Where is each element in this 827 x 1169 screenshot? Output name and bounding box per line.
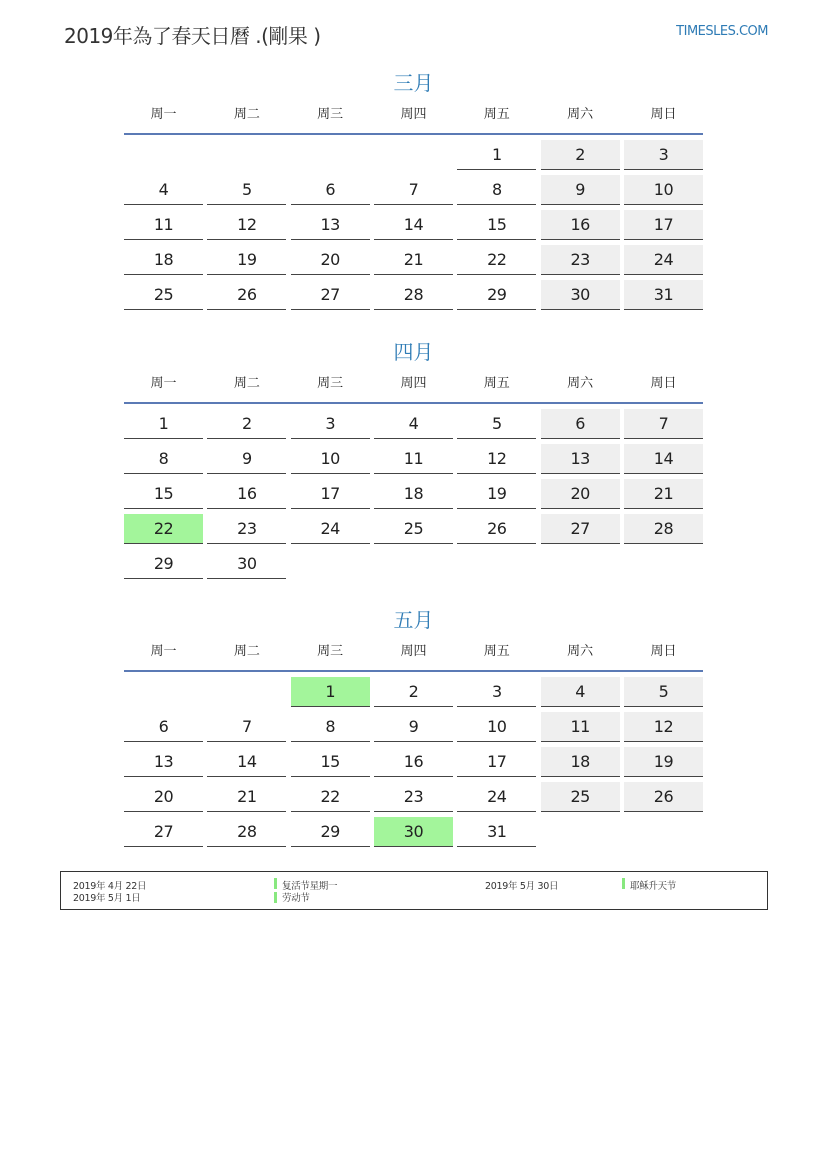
page-title: 2019年為了春天日曆 .(剛果 ) [64, 24, 321, 48]
day-cell: 10 [624, 175, 703, 205]
day-cell: 3 [624, 140, 703, 170]
day-cell: 5 [624, 677, 703, 707]
day-grid [124, 677, 703, 847]
weekday-label: 周一 [150, 376, 177, 391]
weekday-label: 周四 [400, 107, 427, 122]
day-cell: 15 [291, 747, 370, 777]
day-cell: 21 [624, 479, 703, 509]
day-cell: 12 [457, 444, 536, 474]
month-march [124, 70, 703, 310]
day-cell: 17 [457, 747, 536, 777]
day-cell: 5 [207, 175, 286, 205]
day-cell: 28 [207, 817, 286, 847]
empty-cell [457, 549, 536, 578]
weekday-label: 周日 [650, 644, 677, 659]
day-cell: 11 [124, 210, 203, 240]
day-cell: 11 [541, 712, 620, 742]
empty-cell [207, 677, 286, 706]
day-cell: 18 [541, 747, 620, 777]
day-cell: 18 [374, 479, 453, 509]
day-cell: 4 [374, 409, 453, 439]
day-cell: 25 [541, 782, 620, 812]
day-cell: 10 [457, 712, 536, 742]
day-cell: 18 [124, 245, 203, 275]
header-rule [124, 133, 703, 135]
day-cell: 6 [541, 409, 620, 439]
day-cell: 7 [624, 409, 703, 439]
weekday-label: 周三 [317, 376, 344, 391]
day-cell: 23 [541, 245, 620, 275]
day-cell: 25 [374, 514, 453, 544]
day-cell: 13 [124, 747, 203, 777]
day-cell: 8 [124, 444, 203, 474]
day-cell: 7 [374, 175, 453, 205]
day-grid [124, 140, 703, 310]
day-cell: 28 [624, 514, 703, 544]
day-cell: 27 [291, 280, 370, 310]
day-cell: 4 [541, 677, 620, 707]
weekday-label: 周三 [317, 107, 344, 122]
day-cell: 24 [624, 245, 703, 275]
empty-cell [624, 817, 703, 846]
day-cell: 21 [374, 245, 453, 275]
month-april [124, 339, 703, 579]
legend-marker [622, 878, 625, 889]
day-cell: 24 [457, 782, 536, 812]
holiday-legend [60, 871, 768, 910]
day-cell: 22 [291, 782, 370, 812]
day-grid [124, 409, 703, 579]
day-cell: 19 [207, 245, 286, 275]
empty-cell [541, 549, 620, 578]
weekday-label: 周三 [317, 644, 344, 659]
day-cell: 2 [374, 677, 453, 707]
day-cell: 22 [124, 514, 203, 544]
day-cell: 12 [624, 712, 703, 742]
day-cell: 10 [291, 444, 370, 474]
month-title: 五月 [393, 608, 434, 632]
empty-cell [374, 140, 453, 169]
day-cell: 26 [624, 782, 703, 812]
day-cell: 29 [291, 817, 370, 847]
weekday-label: 周日 [650, 376, 677, 391]
day-cell: 30 [374, 817, 453, 847]
weekday-label: 周五 [483, 376, 510, 391]
day-cell: 24 [291, 514, 370, 544]
day-cell: 30 [541, 280, 620, 310]
site-link[interactable]: TIMESLES.COM [676, 24, 768, 39]
weekday-header [124, 373, 703, 395]
day-cell: 6 [124, 712, 203, 742]
day-cell: 15 [124, 479, 203, 509]
empty-cell [374, 549, 453, 578]
day-cell: 9 [207, 444, 286, 474]
day-cell: 28 [374, 280, 453, 310]
day-cell: 1 [291, 677, 370, 707]
day-cell: 20 [541, 479, 620, 509]
day-cell: 23 [374, 782, 453, 812]
weekday-label: 周六 [567, 107, 594, 122]
empty-cell [207, 140, 286, 169]
weekday-label: 周一 [150, 644, 177, 659]
month-may [124, 607, 703, 847]
weekday-header [124, 641, 703, 663]
legend-marker [274, 878, 277, 889]
header-rule [124, 402, 703, 404]
day-cell: 25 [124, 280, 203, 310]
day-cell: 2 [207, 409, 286, 439]
empty-cell [124, 677, 203, 706]
day-cell: 14 [207, 747, 286, 777]
day-cell: 3 [457, 677, 536, 707]
day-cell: 30 [207, 549, 286, 579]
day-cell: 27 [124, 817, 203, 847]
empty-cell [291, 549, 370, 578]
day-cell: 23 [207, 514, 286, 544]
day-cell: 29 [457, 280, 536, 310]
weekday-label: 周一 [150, 107, 177, 122]
day-cell: 5 [457, 409, 536, 439]
weekday-label: 周日 [650, 107, 677, 122]
day-cell: 17 [291, 479, 370, 509]
day-cell: 20 [124, 782, 203, 812]
weekday-label: 周六 [567, 376, 594, 391]
day-cell: 14 [624, 444, 703, 474]
weekday-label: 周五 [483, 644, 510, 659]
month-title: 四月 [393, 340, 434, 364]
day-cell: 31 [624, 280, 703, 310]
day-cell: 26 [207, 280, 286, 310]
legend-marker [274, 892, 277, 903]
day-cell: 12 [207, 210, 286, 240]
empty-cell [291, 140, 370, 169]
day-cell: 13 [541, 444, 620, 474]
day-cell: 29 [124, 549, 203, 579]
day-cell: 16 [374, 747, 453, 777]
weekday-label: 周二 [233, 376, 260, 391]
day-cell: 16 [207, 479, 286, 509]
empty-cell [124, 140, 203, 169]
legend-date: 2019年 5月 1日 [73, 893, 141, 904]
day-cell: 9 [541, 175, 620, 205]
day-cell: 19 [457, 479, 536, 509]
weekday-header [124, 104, 703, 126]
day-cell: 21 [207, 782, 286, 812]
day-cell: 13 [291, 210, 370, 240]
day-cell: 2 [541, 140, 620, 170]
day-cell: 14 [374, 210, 453, 240]
legend-date: 2019年 5月 30日 [485, 881, 559, 892]
day-cell: 8 [457, 175, 536, 205]
day-cell: 1 [457, 140, 536, 170]
day-cell: 1 [124, 409, 203, 439]
empty-cell [541, 817, 620, 846]
day-cell: 16 [541, 210, 620, 240]
weekday-label: 周五 [483, 107, 510, 122]
legend-name: 耶稣升天节 [630, 881, 677, 892]
day-cell: 3 [291, 409, 370, 439]
day-cell: 17 [624, 210, 703, 240]
day-cell: 27 [541, 514, 620, 544]
day-cell: 9 [374, 712, 453, 742]
header-rule [124, 670, 703, 672]
day-cell: 6 [291, 175, 370, 205]
day-cell: 7 [207, 712, 286, 742]
weekday-label: 周二 [233, 644, 260, 659]
weekday-label: 周四 [400, 376, 427, 391]
day-cell: 31 [457, 817, 536, 847]
weekday-label: 周四 [400, 644, 427, 659]
day-cell: 26 [457, 514, 536, 544]
legend-date: 2019年 4月 22日 [73, 881, 147, 892]
day-cell: 22 [457, 245, 536, 275]
month-title: 三月 [393, 71, 434, 95]
day-cell: 8 [291, 712, 370, 742]
day-cell: 4 [124, 175, 203, 205]
day-cell: 11 [374, 444, 453, 474]
legend-name: 劳动节 [282, 893, 310, 904]
weekday-label: 周六 [567, 644, 594, 659]
empty-cell [624, 549, 703, 578]
day-cell: 19 [624, 747, 703, 777]
day-cell: 20 [291, 245, 370, 275]
legend-name: 复活节星期一 [282, 881, 338, 892]
day-cell: 15 [457, 210, 536, 240]
weekday-label: 周二 [233, 107, 260, 122]
